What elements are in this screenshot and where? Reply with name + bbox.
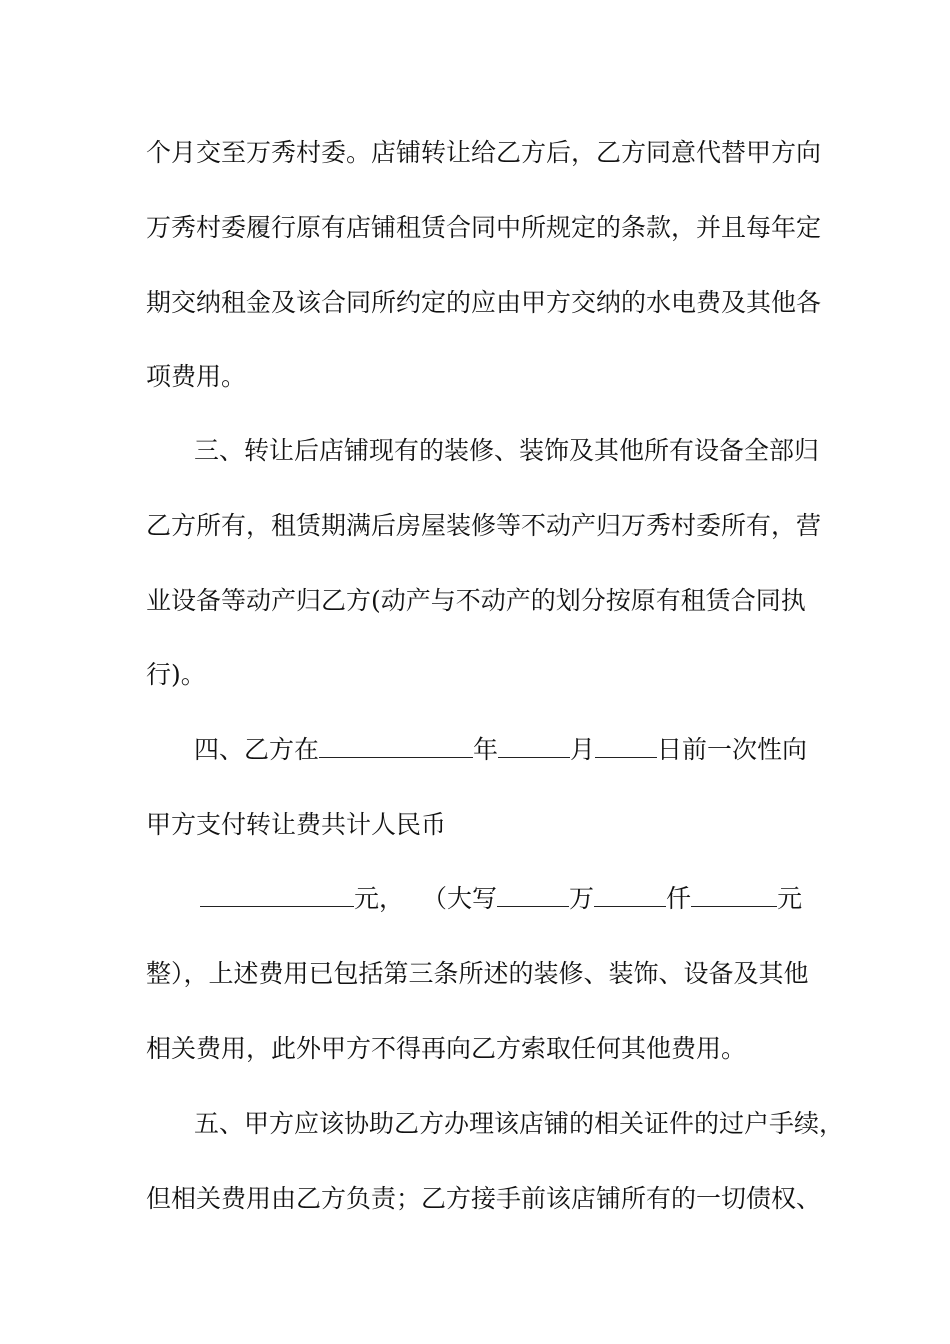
clause5-line-1: 五、甲方应该协助乙方办理该店铺的相关证件的过户手续， (194, 1109, 845, 1138)
yuan-blank (691, 884, 777, 907)
month-label: 月 (570, 735, 596, 764)
clause4-line-3 (200, 884, 802, 914)
clause2-line-2: 万秀村委履行原有店铺租赁合同中所规定的条款，并且每年定 (146, 213, 822, 242)
month-blank (498, 735, 570, 758)
clause3-line-4: 行)。 (146, 660, 206, 689)
year-blank (319, 735, 473, 758)
clause4-line-1 (194, 735, 807, 765)
clause5-line-2: 但相关费用由乙方负责；乙方接手前该店铺所有的一切债权、 (146, 1184, 822, 1213)
day-blank (595, 735, 657, 758)
clause3-line-1: 三、转让后店铺现有的装修、装饰及其他所有设备全部归 (194, 436, 820, 465)
clause2-line-3: 期交纳租金及该合同所约定的应由甲方交纳的水电费及其他各 (146, 288, 822, 317)
yuan-after-blank: 元， (354, 884, 405, 913)
clause4-line-4: 整），上述费用已包括第三条所述的装修、装饰、设备及其他 (146, 959, 809, 988)
year-label: 年 (473, 735, 499, 764)
clause4-line-2: 甲方支付转让费共计人民币 (146, 810, 447, 839)
clause4-line-5: 相关费用，此外甲方不得再向乙方索取任何其他费用。 (146, 1034, 747, 1063)
clause3-line-3: 业设备等动产归乙方(动产与不动产的划分按原有租赁合同执 (146, 586, 806, 615)
wan-label: 万 (569, 884, 595, 913)
qian-blank (594, 884, 666, 907)
daxie-open: （大写 (422, 884, 498, 913)
clause2-line-1: 个月交至万秀村委。店铺转让给乙方后，乙方同意代替甲方向 (146, 138, 822, 167)
day-suffix: 日前一次性向 (657, 735, 808, 764)
qian-label: 仟 (666, 884, 692, 913)
wan-blank (497, 884, 569, 907)
amount-blank (200, 884, 354, 907)
clause3-line-2: 乙方所有，租赁期满后房屋装修等不动产归万秀村委所有，营 (146, 511, 822, 540)
clause4-prefix: 四、乙方在 (194, 735, 320, 764)
clause2-line-4: 项费用。 (146, 362, 247, 391)
yuan-label: 元 (777, 884, 803, 913)
